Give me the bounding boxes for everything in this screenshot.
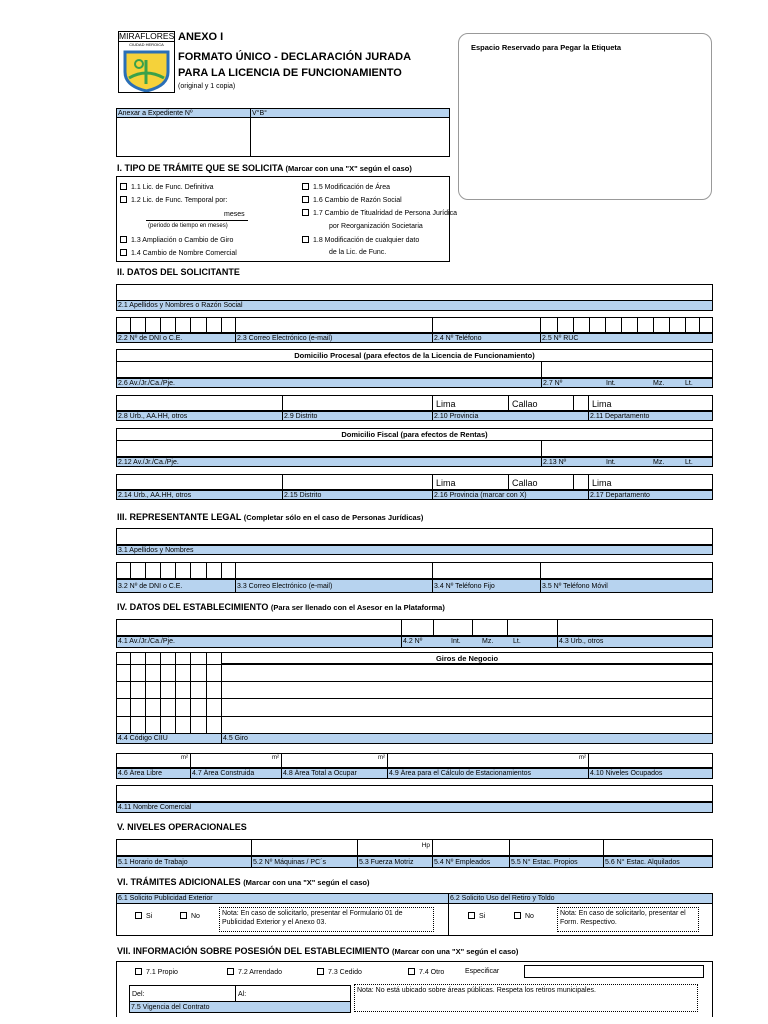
form-title: FORMATO ÚNICO - DECLARACIÓN JURADA (178, 51, 412, 63)
option-1-3[interactable] (120, 236, 233, 244)
nombre-comercial-input[interactable] (116, 785, 713, 802)
checkbox-1-4[interactable] (120, 249, 127, 256)
al-label: Al: (238, 991, 247, 998)
area-total-input[interactable] (281, 753, 388, 768)
f215-label: 2.15 Distrito (282, 490, 433, 500)
f54-label: 5.4 Nº Empleados (432, 856, 510, 868)
option-1-2[interactable] (120, 196, 227, 204)
int-label: Int. (606, 380, 616, 387)
option-1-1[interactable] (120, 183, 214, 191)
f212-label: 2.12 Av./Jr./Ca./Pje. (116, 457, 542, 467)
checkbox-1-1[interactable] (120, 183, 127, 190)
f213-text: 2.13 Nº (543, 459, 567, 466)
lt-label-3: Lt. (513, 638, 521, 645)
f214-label: 2.14 Urb., AA.HH, otros (116, 490, 283, 500)
distrito-fiscal-input[interactable] (282, 474, 433, 490)
lt-label-2: Lt. (685, 459, 693, 466)
checkbox-7-4[interactable] (408, 968, 415, 975)
anexar-input[interactable] (116, 117, 251, 157)
ret-si-label: Si (479, 913, 486, 920)
checkbox-1-8[interactable] (302, 236, 309, 243)
giros-heading: Giros de Negocio (221, 652, 713, 664)
area-estac-input[interactable] (387, 753, 589, 768)
f32-label: 3.2 Nº de DNI o C.E. (116, 579, 236, 593)
f217-label: 2.17 Departamento (588, 490, 713, 500)
num-fiscal-input[interactable] (541, 440, 713, 457)
f27-label (541, 378, 713, 388)
option-1-1-label: 1.1 Lic. de Func. Definitiva (131, 184, 214, 191)
f28-label: 2.8 Urb., AA.HH, otros (116, 411, 283, 421)
section-1-title (117, 164, 412, 173)
section-4-heading: IV. DATOS DEL ESTABLECIMIENTO (117, 602, 269, 612)
ret-si-option[interactable] (468, 912, 485, 920)
est-urb-input[interactable] (557, 619, 713, 636)
f24-label: 2.4 Nº Teléfono (432, 333, 541, 343)
f33-label: 3.3 Correo Electrónico (e-mail) (235, 579, 433, 593)
option-1-8-cont: de la Lic. de Func. (329, 249, 387, 256)
f29-label: 2.9 Distrito (282, 411, 433, 421)
section-2-title (117, 268, 240, 277)
distrito-input[interactable] (282, 395, 433, 411)
option-7-4-label: 7.4 Otro (419, 969, 445, 976)
rep-email-input[interactable] (235, 562, 433, 579)
est-int-input[interactable] (433, 619, 473, 636)
f48-label: 4.8 Área Total a Ocupar (281, 768, 388, 779)
f45-label: 4.5 Giro (221, 733, 713, 744)
f53-label: 5.3 Fuerza Motriz (357, 856, 433, 868)
f75-label: 7.5 Vigencia del Contrato (129, 1001, 351, 1013)
note-6-2: Nota: En caso de solicitarlo, presentar el Form. Respectivo. (557, 907, 699, 932)
label-sticker-text: Espacio Reservado para Pegar la Etiqueta (471, 43, 622, 52)
checkbox-1-7[interactable] (302, 209, 309, 216)
f51-label: 5.1 Horario de Trabajo (116, 856, 252, 868)
section-7-hint: (Marcar con una "X" según el caso) (392, 947, 519, 956)
f25-label: 2.5 Nº RUC (540, 333, 713, 343)
ret-no-option[interactable] (514, 912, 534, 920)
horario-input[interactable] (116, 839, 252, 856)
logo-emblem-icon (119, 48, 174, 92)
estac-propios-input[interactable] (509, 839, 604, 856)
section-5-title (117, 823, 247, 832)
f49-label: 4.9 Área para el Cálculo de Estacionamientos (387, 768, 589, 779)
del-label: Del: (132, 991, 145, 998)
pub-no-option[interactable] (180, 912, 200, 920)
ret-si-checkbox[interactable] (468, 912, 475, 919)
f22-label: 2.2 Nº de DNI o C.E. (116, 333, 236, 343)
checkbox-7-2[interactable] (227, 968, 234, 975)
checkbox-1-3[interactable] (120, 236, 127, 243)
int-label-2: Int. (606, 459, 616, 466)
estac-alquilados-input[interactable] (603, 839, 713, 856)
section-4-title (117, 603, 445, 612)
num-input[interactable] (541, 361, 713, 378)
form-annex-title: ANEXO I (178, 31, 224, 43)
representante-input[interactable] (116, 528, 713, 545)
prov-fiscal-lima-label: Lima (436, 478, 456, 488)
pub-no-checkbox[interactable] (180, 912, 187, 919)
pub-si-option[interactable] (135, 912, 152, 920)
option-1-5[interactable] (302, 183, 390, 191)
prov-fiscal-lima-option[interactable] (432, 474, 509, 490)
checkbox-7-1[interactable] (135, 968, 142, 975)
email-input[interactable] (235, 317, 433, 333)
f42-text: 4.2 Nº (403, 638, 423, 645)
logo-wordmark: MIRAFLORES (119, 31, 175, 41)
logo-tagline: CIUDAD HEROICA (129, 42, 164, 47)
checkbox-1-6[interactable] (302, 196, 309, 203)
f62-label: 6.2 Solicito Uso del Retiro y Toldo (448, 893, 713, 904)
urb-fiscal-input[interactable] (116, 474, 283, 490)
option-1-7-label: 1.7 Cambio de Titualridad de Persona Jurídica (313, 210, 457, 217)
vb-label: V°B° (250, 108, 450, 118)
checkbox-7-3[interactable] (317, 968, 324, 975)
option-7-2-label: 7.2 Arrendado (238, 969, 282, 976)
section-5-heading: V. NIVELES OPERACIONALES (117, 822, 247, 832)
mz-label-2: Mz. (653, 459, 665, 466)
urb-input[interactable] (116, 395, 283, 411)
depto-fiscal-lima-label: Lima (592, 478, 612, 488)
m2-unit-1: m² (181, 755, 188, 761)
m2-unit-4: m² (579, 755, 586, 761)
option-1-7[interactable] (302, 209, 457, 217)
option-1-2-label: 1.2 Lic. de Func. Temporal por: (131, 197, 228, 204)
option-7-3[interactable] (317, 968, 362, 976)
f42-label (401, 636, 558, 648)
checkbox-1-2[interactable] (120, 196, 127, 203)
f31-label: 3.1 Apellidos y Nombres (116, 545, 713, 555)
mz-label-3: Mz. (482, 638, 494, 645)
lt-label: Lt. (685, 380, 693, 387)
option-7-3-label: 7.3 Cedido (328, 969, 362, 976)
section-1-hint: (Marcar con una "X" según el caso) (285, 164, 412, 173)
maquinas-input[interactable] (251, 839, 358, 856)
vb-input[interactable] (250, 117, 450, 157)
empleados-input[interactable] (432, 839, 510, 856)
f41-label: 4.1 Av./Jr./Ca./Pje. (116, 636, 402, 648)
option-1-7-cont: por Reorganización Societaria (329, 223, 423, 230)
option-7-1[interactable] (135, 968, 178, 976)
f47-label: 4.7 Área Construida (190, 768, 282, 779)
domicilio-fiscal-heading: Domicilio Fiscal (para efectos de Rentas) (116, 428, 713, 440)
rep-fijo-input[interactable] (432, 562, 541, 579)
option-1-4-label: 1.4 Cambio de Nombre Comercial (131, 250, 237, 257)
ret-no-label: No (525, 913, 534, 920)
option-7-2[interactable] (227, 968, 282, 976)
f44-label: 4.4 Código CIIU (116, 733, 222, 744)
section-6-title (117, 878, 370, 887)
section-7-heading: VII. INFORMACIÓN SOBRE POSESIÓN DEL ESTABLECIMIENTO (117, 946, 390, 956)
option-1-6-label: 1.6 Cambio de Razón Social (313, 197, 402, 204)
area-libre-input[interactable] (116, 753, 191, 768)
section-6-heading: VI. TRÁMITES ADICIONALES (117, 877, 241, 887)
f52-label: 5.2 Nº Máquinas / PC´s (251, 856, 358, 868)
especificar-input[interactable] (524, 965, 704, 978)
f34-label: 3.4 Nº Teléfono Fijo (432, 579, 541, 593)
section-3-heading: III. REPRESENTANTE LEGAL (117, 512, 242, 522)
section-3-title (117, 513, 423, 522)
option-1-3-label: 1.3 Ampliación o Cambio de Giro (131, 237, 234, 244)
hp-unit: Hp (421, 842, 430, 849)
av-fiscal-input[interactable] (116, 440, 542, 457)
prov-fiscal-x-box[interactable] (573, 474, 589, 490)
logo (118, 31, 175, 93)
int-label-3: Int. (451, 638, 461, 645)
note-7: Nota: No está ubicado sobre áreas públicas. Respeta los retiros municipales. (354, 984, 698, 1012)
f56-label: 5.6 N° Estac. Alquilados (603, 856, 713, 868)
ruc-input[interactable] (540, 317, 713, 333)
est-av-input[interactable] (116, 619, 402, 636)
prov-fiscal-callao-label: Callao (512, 478, 538, 488)
prov-callao-label: Callao (512, 399, 538, 409)
m2-unit-3: m² (378, 755, 385, 761)
prov-x-box[interactable] (573, 395, 589, 411)
prov-lima-option[interactable] (432, 395, 509, 411)
est-mz-input[interactable] (472, 619, 508, 636)
depto-fiscal-lima-option[interactable] (588, 474, 713, 490)
periodo-hint: (periodo de tiempo en meses) (148, 223, 228, 229)
f23-label: 2.3 Correo Electrónico (e-mail) (235, 333, 433, 343)
pub-no-label: No (191, 913, 200, 920)
section-4-hint: (Para ser llenado con el Asesor en la Plataforma) (270, 603, 445, 612)
niveles-input[interactable] (588, 753, 713, 768)
telefono-input[interactable] (432, 317, 541, 333)
meses-line (146, 220, 248, 221)
pub-si-label: Si (146, 913, 153, 920)
prov-callao-option[interactable] (508, 395, 574, 411)
mz-label: Mz. (653, 380, 665, 387)
f46-label: 4.6 Área Libre (116, 768, 191, 779)
section-7-title (117, 947, 518, 956)
rep-dni-input[interactable] (116, 562, 236, 579)
est-lt-input[interactable] (507, 619, 558, 636)
f35-label: 3.5 Nº Teléfono Móvil (540, 579, 713, 593)
depto-lima-option[interactable] (588, 395, 713, 411)
copies-note: (original y 1 copia) (178, 83, 236, 90)
f211-label: 2.11 Departamento (588, 411, 713, 421)
option-7-4[interactable] (408, 968, 444, 976)
especificar-label: Especificar (465, 968, 500, 975)
area-construida-input[interactable] (190, 753, 282, 768)
f21-label: 2.1 Apellidos y Nombres o Razón Social (116, 300, 713, 311)
est-num-input[interactable] (401, 619, 434, 636)
ret-no-checkbox[interactable] (514, 912, 521, 919)
f216-label: 2.16 Provincia (marcar con X) (432, 490, 589, 500)
section-2-heading: II. DATOS DEL SOLICITANTE (117, 267, 240, 277)
f411-label: 4.11 Nombre Comercial (116, 802, 713, 813)
av-input[interactable] (116, 361, 542, 378)
f27-text: 2.7 Nº (543, 380, 563, 387)
section-3-hint: (Completar sólo en el caso de Personas Jurídicas) (243, 513, 424, 522)
anexar-label: Anexar a Expediente Nº (116, 108, 251, 118)
option-1-8[interactable] (302, 236, 419, 244)
meses-label: meses (224, 211, 245, 218)
prov-fiscal-callao-option[interactable] (508, 474, 574, 490)
dni-input[interactable] (116, 317, 236, 333)
f55-label: 5.5 N° Estac. Propios (509, 856, 604, 868)
form-title-2: PARA LA LICENCIA DE FUNCIONAMIENTO (178, 67, 402, 79)
option-7-1-label: 7.1 Propio (146, 969, 178, 976)
note-6-1: Nota: En caso de solicitarlo, presentar el Formulario 01 de Publicidad Exterior y el Anexo 03. (219, 907, 434, 932)
domicilio-procesal-heading: Domicilio Procesal (para efectos de la Licencia de Funcionamiento) (116, 349, 713, 361)
option-1-8-label: 1.8 Modificación de cualquier dato (313, 237, 420, 244)
nombre-input[interactable] (116, 284, 713, 301)
prov-lima-label: Lima (436, 399, 456, 409)
f213-label (541, 457, 713, 467)
f210-label: 2.10 Provincia (432, 411, 589, 421)
f43-label: 4.3 Urb., otros (557, 636, 713, 648)
option-1-6[interactable] (302, 196, 402, 204)
m2-unit-2: m² (272, 755, 279, 761)
f61-label: 6.1 Solicito Publicidad Exterior (116, 893, 449, 904)
checkbox-1-5[interactable] (302, 183, 309, 190)
f410-label: 4.10 Niveles Ocupados (588, 768, 713, 779)
depto-lima-label: Lima (592, 399, 612, 409)
section-1-heading: I. TIPO DE TRÁMITE QUE SE SOLICITA (117, 163, 284, 173)
option-1-4[interactable] (120, 249, 237, 257)
rep-movil-input[interactable] (540, 562, 713, 579)
fuerza-input[interactable] (357, 839, 433, 856)
option-1-5-label: 1.5 Modificación de Área (313, 184, 391, 191)
f26-label: 2.6 Av./Jr./Ca./Pje. (116, 378, 542, 388)
pub-si-checkbox[interactable] (135, 912, 142, 919)
label-sticker-area (458, 33, 712, 200)
section-6-hint: (Marcar con una "X" según el caso) (243, 878, 370, 887)
